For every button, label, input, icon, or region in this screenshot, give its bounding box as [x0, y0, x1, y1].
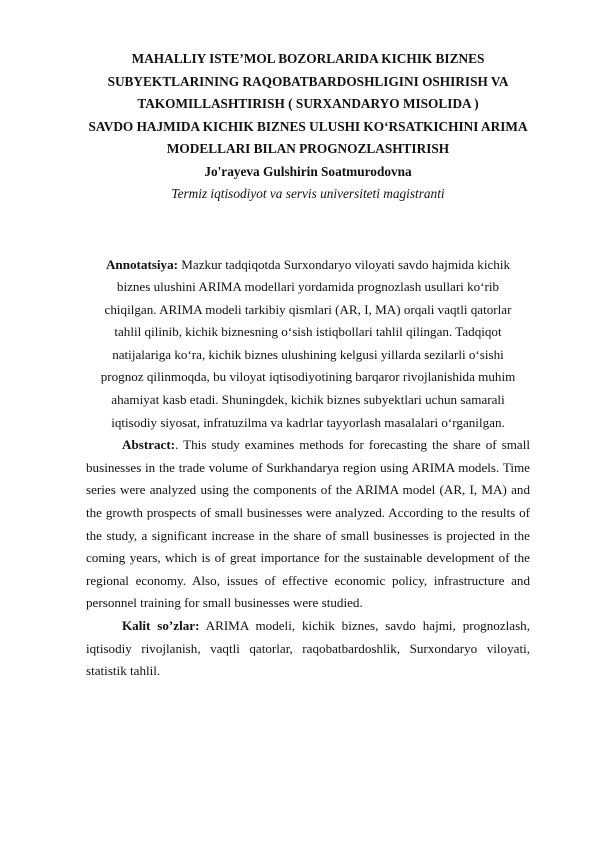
annotation-label: Annotatsiya:	[105, 256, 178, 272]
annotation-line: iqtisodiy siyosat, infratuzilma va kadrlar tayyorlash masalalari oʻrganilgan.	[111, 414, 505, 430]
title-line: TAKOMILLASHTIRISH ( SURXANDARYO MISOLIDA )	[137, 96, 479, 111]
keywords-text: ARIMA modeli, kichik biznes, savdo hajmi, prognozlash, iqtisodiy rivojlanish, vaqtli qatorlar, raqobatbardoshlik, Surxondaryo viloyati, statistik tahlil.	[86, 618, 531, 679]
annotation-first-line	[86, 254, 530, 277]
annotation-block	[86, 254, 530, 435]
keywords-label: Kalit so’zlar:	[122, 618, 200, 633]
title-line: SAVDO HAJMIDA KICHIK BIZNES ULUSHI KOʻRSATKICHINI ARIMA	[88, 118, 528, 134]
annotation-text: Mazkur tadqiqotda Surxondaryo viloyati savdo hajmida kichik	[178, 256, 511, 272]
annotation-line: ahamiyat kasb etadi. Shuningdek, kichik biznes subyektlari uchun samarali	[111, 392, 505, 408]
keywords-paragraph	[86, 615, 530, 683]
annotation-line: natijalariga koʻra, kichik biznes ulushining kelgusi yillarda sezilarli oʻsishi	[112, 346, 504, 362]
annotation-line: prognoz qilinmoqda, bu viloyat iqtisodiyotining barqaror rivojlanishida muhim	[100, 369, 516, 385]
abstract-paragraph	[86, 434, 530, 615]
annotation-line: tahlil qilinib, kichik biznesning oʻsish istiqbollari tahlil qilingan. Tadqiqot	[114, 324, 502, 340]
annotation-line: biznes ulushini ARIMA modellari yordamida prognozlash usullari koʻrib	[116, 279, 500, 295]
title-line: MAHALLIY ISTE’MOL BOZORLARIDA KICHIK BIZNES	[131, 51, 485, 66]
title-line: SUBYEKTLARINING RAQOBATBARDOSHLIGINI OSHIRISH VA	[107, 73, 509, 89]
paper-page	[86, 48, 530, 683]
paper-title	[86, 48, 530, 161]
abstract-label: Abstract:	[122, 437, 176, 453]
author-affiliation: Termiz iqtisodiyot va servis universiteti magistranti	[171, 186, 445, 201]
author-name: Jo'rayeva Gulshirin Soatmurodovna	[204, 163, 412, 179]
abstract-text: . This study examines methods for forecasting the share of small businesses in the trade volume of Surkhandarya region using ARIMA models. Time series were analyzed using the components of the ARIMA model (AR, I, MA) and the growth prospects of small businesses were analyzed. According to the results of the study, a significant increase in the share of small businesses is projected in the coming years, which is of great importance for the sustainable development of the regional economy. Also, issues of effective economic policy, infrastructure and personnel training for small businesses were studied.	[86, 437, 530, 611]
title-line: MODELLARI BILAN PROGNOZLASHTIRISH	[166, 141, 450, 156]
annotation-line: chiqilgan. ARIMA modeli tarkibiy qismlari (AR, I, MA) orqali vaqtli qatorlar	[104, 301, 512, 317]
